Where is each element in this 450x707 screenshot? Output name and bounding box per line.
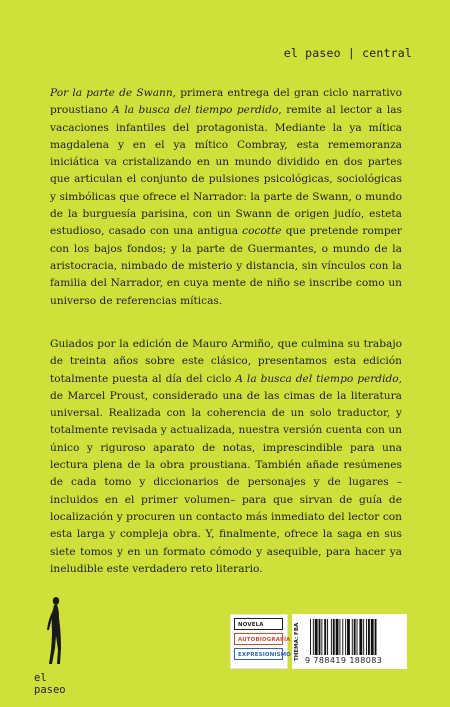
text-run: , primera entrega del gran ciclo narrativo proustiano [50,87,402,117]
publisher-logo-text: el paseo [34,672,66,696]
walking-figure-icon [40,596,70,666]
book-title: Por la parte de Swann [50,87,173,99]
cycle-title: A la busca del tiempo perdido [112,104,279,117]
synopsis-paragraph [50,85,402,310]
publisher-logo [34,596,84,696]
text-run: , de Marcel Proust, considerado una de las cimas de la literatura universal. Realizada con la coherencia de un solo traductor, y totalmente revisada y actualizada, nuestra versión cuenta con un único y riguroso aparato de notas, imprescindible para una lectura plena de la obra proustiana. También añade resúmenes de cada tomo y diccionarios de personajes y de lugares –incluidos en el primer volumen– para que sirvan de guía de localización y procuren un contacto más inmediato del lector con esta larga y compleja obra. Y, finalmente, ofrece la saga en sus siete tomos y en un formato cómodo y asequible, para hacer ya ineludible este verdadero reto literario. [50,372,403,575]
italic-term: cocotte [242,225,282,238]
text-run: Guiados por la edición de Mauro Armiño, que culmina su trabajo de treinta años sobre este clásico, presentamos esta edición totalmente puesta al día del ciclo [50,338,402,385]
cycle-title: A la busca del tiempo perdido [235,372,399,385]
tag-autobiografia: AUTOBIOGRAFÍA [234,633,283,645]
tag-novela: NOVELA [234,618,283,630]
isbn-number: 9 788419 188083 [305,656,383,665]
tag-expresionismo: EXPRESIONISMO [234,648,283,660]
text-run: , remite al lector a las vacaciones infantiles del protagonista. Mediante la ya mítica magdalena y en el ya mítico Combray, esta rememoranza iniciática va cristalizando en un mundo dividido en dos partes que articulan el conjunto de pulsiones psicológicas, sociológicas y simbólicas que ofrece el Narrador: la parte de Swann, o mundo de la burguesía parisina, con un Swann de origen judío, esteta estudioso, casado con una antigua [50,104,402,238]
barcode-icon [310,619,402,655]
barcode-box [292,614,407,669]
thema-code: THEMA: FBA [294,622,300,661]
genre-tags [230,614,292,669]
text-run: que pretende romper con los bajos fondos; y la parte de Guermantes, o mundo de la aristocracia, nimbado de misterio y distancia, sin vínculos con la familia del Narrador, en cuya mente de niño se inscribe como un universo de referencias míticas. [50,225,402,307]
edition-paragraph [50,336,402,578]
collection-label: el paseo | central [283,46,412,60]
